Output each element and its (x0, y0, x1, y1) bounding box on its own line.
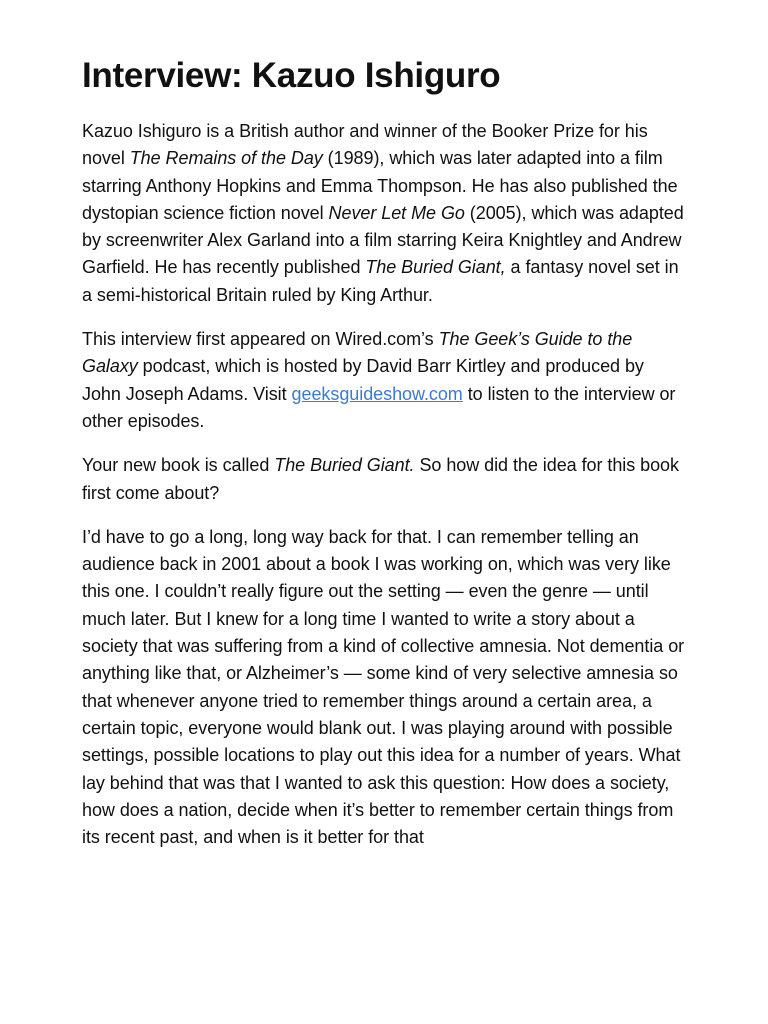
question-text-1: Your new book is called (82, 455, 275, 476)
intro-book-title-3: The Buried Giant, (365, 257, 506, 278)
intro-text-4: a fantasy novel set in a semi-historical Britain ruled by King Arthur. (82, 257, 679, 305)
intro-paragraph (82, 118, 686, 309)
source-text-3: to listen to the interview or other episodes. (82, 383, 676, 431)
geeksguideshow-link[interactable]: geeksguideshow.com (291, 383, 463, 404)
intro-text-3: (2005), which was adapted by screenwriter Alex Garland into a film starring Keira Knightley and Andrew Garfield. He has recently published (82, 202, 684, 278)
podcast-title: The Geek’s Guide to the Galaxy (82, 329, 633, 377)
intro-text-2: (1989), which was later adapted into a film starring Anthony Hopkins and Emma Thompson. He has also published the dystopian science fiction novel (82, 148, 678, 223)
question-book-title: The Buried Giant. (274, 455, 415, 476)
source-text-1: This interview first appeared on Wired.com’s (82, 329, 439, 350)
page-title: Interview: Kazuo Ishiguro (82, 56, 501, 95)
source-paragraph (82, 326, 686, 435)
source-text-2: podcast, which is hosted by David Barr Kirtley and produced by John Joseph Adams. Visit (82, 356, 644, 404)
intro-book-title-1: The Remains of the Day (129, 148, 323, 169)
intro-text-1: Kazuo Ishiguro is a British author and winner of the Booker Prize for his novel (82, 121, 648, 169)
answer-paragraph: I’d have to go a long, long way back for that. I can remember telling an audience back in 2001 about a book I was working on, which was very like this one. I couldn’t really figure out the setting — even the genre — until much later. But I knew for a long time I wanted to write a story about a society that was suffering from a kind of collective amnesia. Not dementia or anything like that, or Alzheimer’s — some kind of very selective amnesia so that whenever anyone tried to remember things around a certain area, a certain topic, everyone would blank out. I was playing around with possible settings, possible locations to play out this idea for a number of years. What lay behind that was that I wanted to ask this question: How does a society, how does a nation, decide when it’s better to remember certain things from its recent past, and when is it better for that (82, 526, 685, 848)
question-text-2: So how did the idea for this book first come about? (82, 455, 679, 503)
intro-book-title-2: Never Let Me Go (328, 202, 465, 223)
question-paragraph (82, 452, 686, 507)
